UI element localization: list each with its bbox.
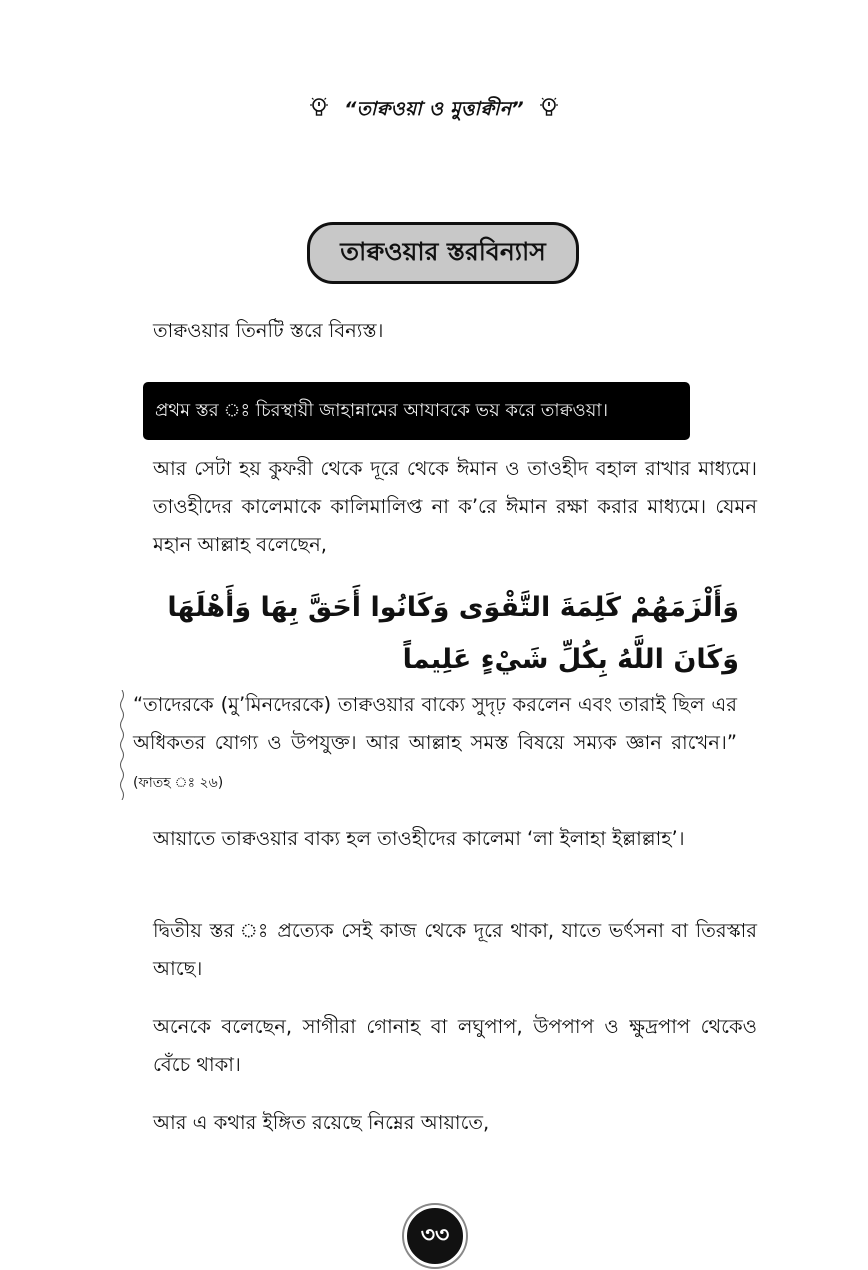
quote-block: [133, 686, 737, 802]
arabic-verse: وَأَلْزَمَهُمْ كَلِمَةَ التَّقْوَى وَكَانُوا أَحَقَّ بِهَا وَأَهْلَهَا وَكَانَ اللَّهُ بِكُلِّ شَيْءٍ عَلِيماً: [167, 592, 739, 675]
intro-paragraph: তাক্বওয়ার তিনটি স্তরে বিন্যস্ত।: [153, 319, 384, 342]
quote-wavy-border: [118, 690, 126, 800]
book-title: “তাক্বওয়া ও মুত্তাক্বীন”: [344, 98, 524, 120]
paragraph-1: আর সেটা হয় কুফরী থেকে দূরে থেকে ঈমান ও তাওহীদ বহাল রাখার মাধ্যমে। তাওহীদের কালেমাকে কালিমালিপ্ত না ক’রে ঈমান রক্ষা করার মাধ্যমে। যেমন মহান আল্লাহ বলেছেন,: [153, 457, 757, 556]
paragraph-2: আয়াতে তাক্বওয়ার বাক্য হল তাওহীদের কালেমা ‘লা ইলাহা ইল্লাল্লাহ’।: [153, 827, 685, 850]
page-header: [0, 95, 868, 127]
paragraph-5: আর এ কথার ইঙ্গিত রয়েছে নিম্নের আয়াতে,: [153, 1111, 490, 1134]
lightbulb-icon: [539, 96, 559, 123]
section-title: তাক্বওয়ার স্তরবিন্যাস: [307, 222, 579, 284]
banner-text: প্রথম স্তর ঃ চিরস্থায়ী জাহান্নামের আযাবকে ভয় করে তাক্বওয়া।: [155, 399, 609, 421]
quote-reference: (ফাতহ ঃ ২৬): [133, 775, 224, 791]
lightbulb-icon: [309, 96, 329, 123]
paragraph-3: দ্বিতীয় স্তর ঃ প্রত্যেক সেই কাজ থেকে দূরে থাকা, যাতে ভর্ৎসনা বা তিরস্কার আছে।: [153, 919, 757, 980]
first-level-banner: [143, 382, 690, 440]
paragraph-4: অনেকে বলেছেন, সাগীরা গোনাহ বা লঘুপাপ, উপপাপ ও ক্ষুদ্রপাপ থেকেও বেঁচে থাকা।: [153, 1015, 757, 1076]
page-number: ৩৩: [404, 1205, 466, 1267]
quote-text: “তাদেরকে (মু’মিনদেরকে) তাক্বওয়ার বাক্যে সুদৃঢ় করলেন এবং তারাই ছিল এর অধিকতর যোগ্য ও উপযুক্ত। আর আল্লাহ সমস্ত বিষয়ে সম্যক জ্ঞান রাখেন।”: [133, 693, 737, 754]
